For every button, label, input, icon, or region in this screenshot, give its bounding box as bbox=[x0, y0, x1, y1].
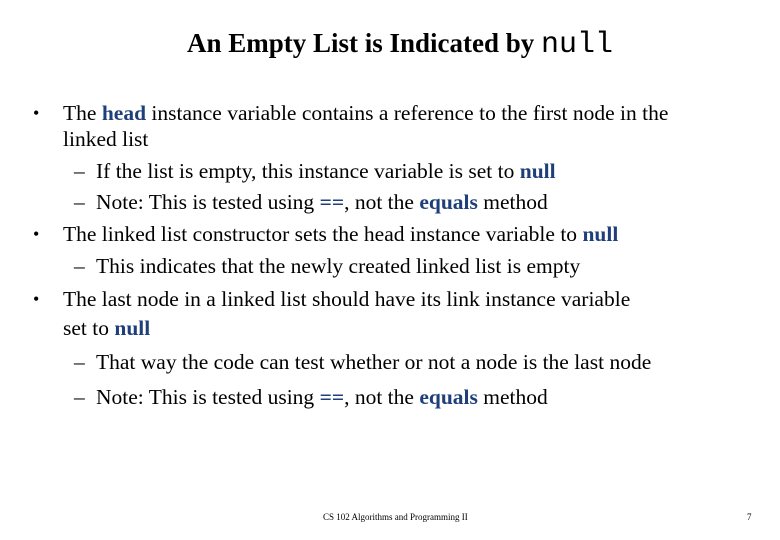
b1-post: instance variable contains a reference to the first node in the bbox=[146, 101, 669, 125]
b2-pre: The linked list constructor sets the head instance variable to bbox=[63, 222, 583, 246]
b1-pre: The bbox=[63, 101, 102, 125]
dash-icon: – bbox=[74, 385, 85, 409]
bullet-1-sub-2 bbox=[96, 189, 548, 215]
title-code: null bbox=[541, 28, 614, 62]
footer-course: CS 102 Algorithms and Programming II bbox=[323, 512, 468, 522]
page-number: 7 bbox=[747, 512, 752, 522]
dash-icon: – bbox=[74, 254, 85, 278]
b1s2-kw1: == bbox=[319, 190, 345, 214]
bullet-3: The last node in a linked list should have its link instance variable bbox=[63, 287, 631, 311]
b3s2-post: method bbox=[477, 385, 548, 409]
bullet-3-sub-1: That way the code can test whether or not a node is the last node bbox=[96, 350, 652, 374]
b3-cont-pre: set to bbox=[63, 316, 115, 340]
b1s1-pre: If the list is empty, this instance variable is set to bbox=[96, 159, 520, 183]
dash-icon: – bbox=[74, 350, 85, 374]
b3s2-mid: , not the bbox=[344, 385, 420, 409]
bullet-3-cont bbox=[63, 315, 150, 341]
b1-kw: head bbox=[101, 101, 147, 125]
dash-icon: – bbox=[74, 159, 85, 183]
slide-title bbox=[0, 28, 780, 62]
b3s2-kw1: == bbox=[319, 385, 345, 409]
b3-kw: null bbox=[114, 316, 151, 340]
bullet-icon: • bbox=[33, 103, 40, 123]
b3s2-pre: Note: This is tested using bbox=[96, 385, 320, 409]
b1s2-pre: Note: This is tested using bbox=[96, 190, 320, 214]
b2-kw: null bbox=[582, 222, 619, 246]
b1s2-kw2: equals bbox=[419, 190, 478, 214]
bullet-1-sub-1 bbox=[96, 158, 556, 184]
b1s1-kw: null bbox=[519, 159, 556, 183]
bullet-1-cont: linked list bbox=[63, 127, 149, 151]
bullet-2-sub-1: This indicates that the newly created linked list is empty bbox=[96, 254, 581, 278]
dash-icon: – bbox=[74, 190, 85, 214]
bullet-icon: • bbox=[33, 289, 40, 309]
b3s2-kw2: equals bbox=[419, 385, 478, 409]
title-text: An Empty List is Indicated by bbox=[186, 28, 542, 58]
bullet-3-sub-2 bbox=[96, 384, 548, 410]
b1s2-post: method bbox=[477, 190, 548, 214]
bullet-2 bbox=[63, 221, 618, 247]
bullet-icon: • bbox=[33, 224, 40, 244]
bullet-1 bbox=[63, 100, 668, 126]
b1s2-mid: , not the bbox=[344, 190, 420, 214]
